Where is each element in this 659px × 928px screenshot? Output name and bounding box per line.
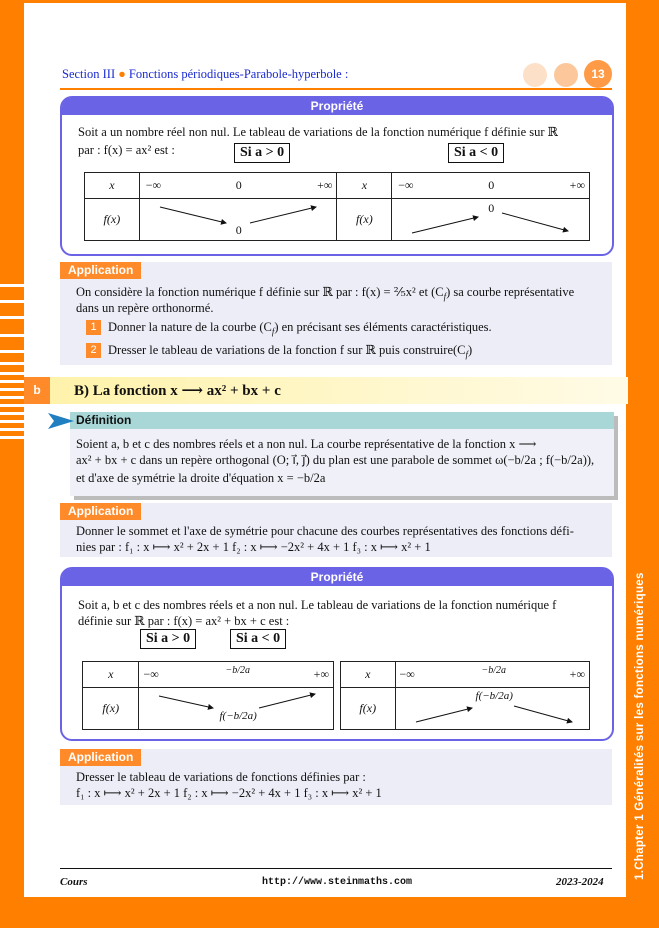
item-number-1: 1 bbox=[86, 320, 101, 335]
plus-inf: +∞ bbox=[569, 667, 585, 681]
case-a-negative: Si a < 0 bbox=[448, 143, 504, 163]
minus-inf: −∞ bbox=[145, 178, 162, 192]
definition-line3: et d'axe de symétrie la droite d'équation x = −b/2a bbox=[76, 471, 326, 485]
application-box-3 bbox=[60, 749, 612, 805]
left-decorative-strip bbox=[0, 0, 24, 928]
section-b-title: B) La fonction x ⟶ ax² + bx + c bbox=[74, 383, 281, 399]
zero-x: 0 bbox=[488, 178, 495, 192]
x-label: x bbox=[361, 178, 368, 192]
case-a-positive: Si a > 0 bbox=[234, 143, 290, 163]
chapter-side-title: 1.Chapter 1 Généralités sur les fonctions numériques bbox=[634, 572, 646, 880]
property-title: Propriété bbox=[62, 569, 612, 586]
application-text-line2: f₁ : x ⟼ x² + 2x + 1 f₂ : x ⟼ −2x² + 4x + 1 f₃ : x ⟼ x² + 1 bbox=[76, 786, 382, 800]
fx-label: f(x) bbox=[102, 701, 120, 715]
case-a-negative: Si a < 0 bbox=[230, 629, 286, 649]
variation-table-1 bbox=[84, 172, 590, 241]
min-value: f(−b/2a) bbox=[219, 710, 257, 722]
minus-inf: −∞ bbox=[398, 178, 414, 192]
application-item-2: Dresser le tableau de variations de la fonction f sur ℝ puis $construire(C_f)$ bbox=[108, 343, 473, 360]
minus-inf: −∞ bbox=[143, 667, 159, 681]
application-box-2 bbox=[60, 503, 612, 557]
application-text-line2: dans un repère orthonormé. bbox=[76, 301, 214, 315]
application-item-1: Donner la nature de la courbe $(C_f)$ en précisant ses éléments caractéristiques. bbox=[108, 320, 492, 337]
application-text-line1: Dresser le tableau de variations de fonctions définies par : bbox=[76, 770, 366, 784]
plus-inf: +∞ bbox=[313, 667, 329, 681]
section-b-heading bbox=[24, 377, 628, 404]
chapter-side-panel bbox=[626, 0, 659, 928]
definition-label: Définition bbox=[70, 412, 614, 429]
definition-arrow-icon bbox=[48, 413, 74, 429]
application-text-line2: nies par : f₁ : x ⟼ x² + 2x + 1 f₂ : x ⟼ −2x² + 4x + 1 f₃ : x ⟼ x² + 1 bbox=[76, 540, 431, 554]
minus-inf: −∞ bbox=[399, 667, 415, 681]
max-value: 0 bbox=[488, 201, 495, 215]
vertex-x: −b/2a bbox=[481, 665, 507, 676]
fx-label: f(x) bbox=[359, 701, 377, 715]
application-label: Application bbox=[60, 749, 141, 766]
zero-x: 0 bbox=[235, 178, 242, 192]
application-text-line1: On considère la fonction numérique f définie sur ℝ par : f(x) = ⅖x² et $(C_f)$ sa courbe représentative bbox=[76, 285, 575, 302]
page-number: 13 bbox=[584, 60, 612, 88]
min-value: 0 bbox=[235, 223, 242, 237]
footer-rule bbox=[60, 868, 612, 869]
header-rule bbox=[60, 88, 612, 90]
application-label: Application bbox=[60, 503, 141, 520]
vertex-x: −b/2a bbox=[225, 665, 251, 676]
top-border bbox=[0, 0, 659, 3]
plus-inf: +∞ bbox=[569, 178, 585, 192]
application-text-line1: Donner le sommet et l'axe de symétrie pour chacune des courbes représentatives des fonctions défi- bbox=[76, 524, 574, 538]
property-text-line2: par : f(x) = ax² est : bbox=[78, 143, 175, 157]
property-box-2 bbox=[60, 567, 614, 741]
footer-right: 2023-2024 bbox=[556, 876, 604, 888]
definition-box bbox=[70, 412, 614, 496]
bottom-band bbox=[0, 897, 659, 928]
property-box-1 bbox=[60, 96, 614, 256]
definition-line1: Soient a, b et c des nombres réels et a non nul. La courbe représentative de la fonction x ⟶ bbox=[76, 437, 537, 451]
header-dot-light bbox=[523, 63, 547, 87]
application-box-1 bbox=[60, 262, 612, 365]
fx-label: f(x) bbox=[356, 212, 373, 226]
variation-table-2-right bbox=[340, 661, 590, 730]
property-text-line2: définie sur ℝ par : f(x) = ax² + bx + c est : bbox=[78, 614, 290, 628]
x-label: x bbox=[109, 178, 115, 192]
property-text-line1: Soit a un nombre réel non nul. Le tableau de variations de la fonction numérique f définie sur ℝ bbox=[78, 125, 559, 139]
header-dot-mid bbox=[554, 63, 578, 87]
property-title: Propriété bbox=[62, 98, 612, 115]
application-label: Application bbox=[60, 262, 141, 279]
section-header: Section III ● Fonctions périodiques-Parabole-hyperbole : bbox=[62, 67, 349, 81]
plus-inf: +∞ bbox=[317, 178, 333, 192]
x-label: x bbox=[108, 667, 114, 681]
property-text-line1: Soit a, b et c des nombres réels et a non nul. Le tableau de variations de la fonction numérique f bbox=[78, 598, 557, 612]
section-b-badge: b bbox=[24, 377, 50, 404]
footer-url-link[interactable]: http://www.steinmaths.com bbox=[262, 877, 413, 888]
x-label: x bbox=[365, 667, 371, 681]
decrease-increase-arrows bbox=[139, 688, 335, 730]
footer-left: Cours bbox=[60, 876, 88, 888]
fx-label: f(x) bbox=[103, 212, 121, 226]
definition-line2: ax² + bx + c dans un repère orthogonal (O; i⃗, j⃗) du plan est une parabole de sommet ω(−b/2a ; f(−b/2a)), bbox=[76, 453, 595, 467]
variation-table-2-left bbox=[82, 661, 334, 730]
case-a-positive: Si a > 0 bbox=[140, 629, 196, 649]
max-value: f(−b/2a) bbox=[475, 690, 513, 702]
item-number-2: 2 bbox=[86, 343, 101, 358]
